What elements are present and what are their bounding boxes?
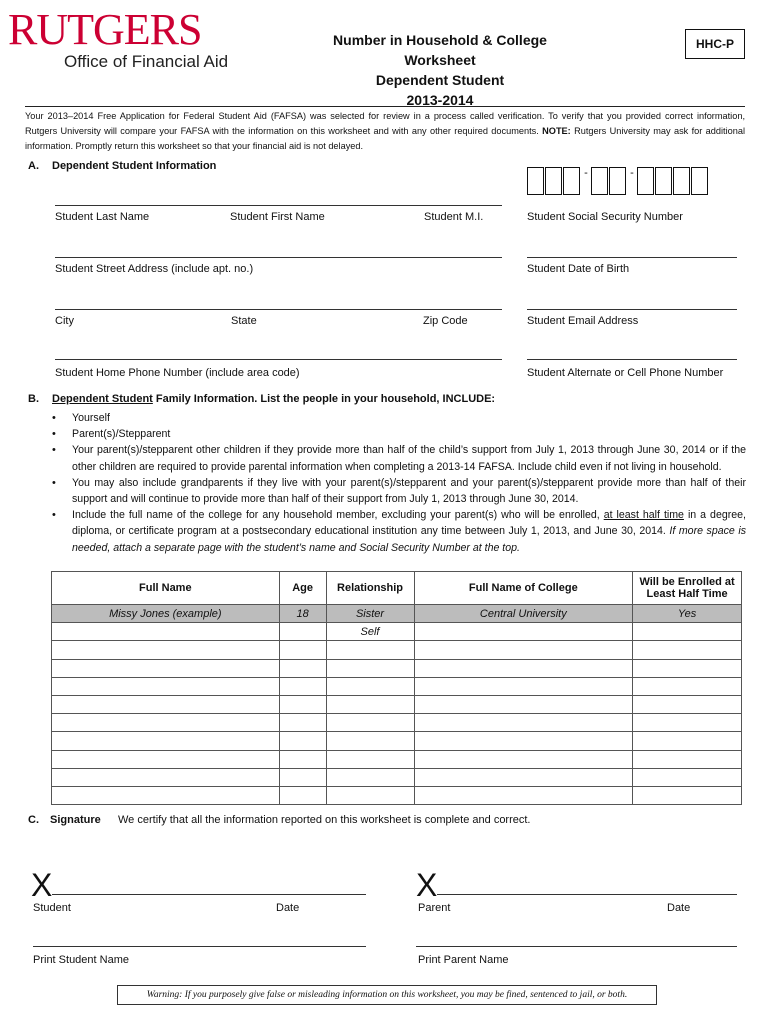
self-relationship-cell: Self xyxy=(326,623,414,641)
relationship-cell[interactable] xyxy=(326,695,414,713)
name-cell[interactable] xyxy=(52,768,280,786)
bullet5-text-a: Include the full name of the college for any household member, excluding your parent(s) who will be enrolled, xyxy=(72,509,604,522)
enrolled-cell[interactable] xyxy=(633,623,742,641)
first-name-label: Student First Name xyxy=(230,211,325,223)
city-label: City xyxy=(55,315,74,327)
list-item xyxy=(52,507,746,556)
title-line-3: 2013-2014 xyxy=(406,92,474,108)
enrolled-cell[interactable] xyxy=(633,732,742,750)
print-student-name-line[interactable] xyxy=(33,946,366,947)
household-table xyxy=(51,571,742,805)
household-include-list xyxy=(52,410,746,556)
relationship-cell[interactable] xyxy=(326,732,414,750)
college-cell[interactable] xyxy=(414,623,633,641)
example-college: Central University xyxy=(414,605,633,623)
example-age: 18 xyxy=(279,605,326,623)
section-b-heading xyxy=(52,393,495,405)
college-cell[interactable] xyxy=(414,714,633,732)
section-c-letter: C. xyxy=(28,814,39,826)
student-label: Student xyxy=(33,902,71,914)
section-b-heading-underlined: Dependent Student xyxy=(52,393,153,405)
bullet5-note: If more space is needed, attach a separate page with the student’s name and Social Security Number at the top. xyxy=(72,525,747,554)
logo-subtitle: Office of Financial Aid xyxy=(64,52,229,71)
bullet5-half-time: at least half time xyxy=(603,509,684,522)
section-b-heading-rest: Family Information. List the people in your household, INCLUDE: xyxy=(152,393,496,405)
example-relationship: Sister xyxy=(326,605,414,623)
enrolled-cell[interactable] xyxy=(633,641,742,659)
college-cell[interactable] xyxy=(414,786,633,804)
list-item: • Your parent(s)/stepparent other children if they provide more than half of the child’s support from July 1, 2013 through June 30, 2014 or if the other children are required to provide parental information when completing a 2013-14 FAFSA. Include child even if not living in household. xyxy=(52,442,746,474)
age-cell[interactable] xyxy=(279,732,326,750)
table-row[interactable] xyxy=(52,750,742,768)
zip-label: Zip Code xyxy=(423,315,468,327)
title-line-1: Number in Household & College Worksheet xyxy=(333,32,547,68)
ssn-box[interactable] xyxy=(609,167,626,195)
enrolled-cell[interactable] xyxy=(633,768,742,786)
email-input-line[interactable] xyxy=(527,309,737,310)
certify-statement: We certify that all the information reported on this worksheet is complete and correct. xyxy=(118,814,531,826)
ssn-entry-boxes[interactable] xyxy=(527,167,709,198)
list-item: • Parent(s)/Stepparent xyxy=(52,426,746,442)
student-signature-line[interactable] xyxy=(52,894,366,895)
ssn-box[interactable] xyxy=(691,167,708,195)
name-cell[interactable] xyxy=(52,677,280,695)
name-cell[interactable] xyxy=(52,623,280,641)
middle-initial-label: Student M.I. xyxy=(424,211,484,223)
ssn-label: Student Social Security Number xyxy=(527,211,683,223)
name-input-line[interactable] xyxy=(55,205,502,206)
street-input-line[interactable] xyxy=(55,257,502,258)
example-row xyxy=(52,605,742,623)
print-parent-name-label: Print Parent Name xyxy=(418,954,509,966)
name-cell[interactable] xyxy=(52,750,280,768)
print-student-name-label: Print Student Name xyxy=(33,954,129,966)
age-cell[interactable] xyxy=(279,623,326,641)
enrolled-cell[interactable] xyxy=(633,677,742,695)
college-cell[interactable] xyxy=(414,732,633,750)
home-phone-label: Student Home Phone Number (include area code) xyxy=(55,367,300,379)
name-cell[interactable] xyxy=(52,695,280,713)
age-cell[interactable] xyxy=(279,695,326,713)
col-full-name: Full Name xyxy=(52,572,280,605)
section-a-letter: A. xyxy=(28,160,39,172)
college-cell[interactable] xyxy=(414,659,633,677)
enrolled-cell[interactable] xyxy=(633,695,742,713)
age-cell[interactable] xyxy=(279,750,326,768)
age-cell[interactable] xyxy=(279,641,326,659)
bullet5-text-b: in a degree, diploma, or certificate program at a postsecondary educational institution any time between July 1, 2013, and June 30, 2014. xyxy=(72,509,746,538)
section-b-letter: B. xyxy=(28,393,39,405)
col-age: Age xyxy=(279,572,326,605)
college-cell[interactable] xyxy=(414,695,633,713)
home-phone-input-line[interactable] xyxy=(55,359,502,360)
name-cell[interactable] xyxy=(52,732,280,750)
ssn-box[interactable] xyxy=(563,167,580,195)
col-relationship: Relationship xyxy=(326,572,414,605)
table-row[interactable] xyxy=(52,786,742,804)
parent-label: Parent xyxy=(418,902,451,914)
legal-warning: Warning: If you purposely give false or misleading information on this worksheet, you may be fined, sentenced to jail, or both. xyxy=(117,985,657,1005)
name-cell[interactable] xyxy=(52,641,280,659)
age-cell[interactable] xyxy=(279,768,326,786)
table-row[interactable] xyxy=(52,623,742,641)
title-line-2: Dependent Student xyxy=(375,72,505,88)
intro-text: Your 2013–2014 Free Application for Federal Student Aid (FAFSA) was selected for review in a process called verification. To verify that you provided correct information, Rutgers University will compare your FAFSA with the information on this worksheet and with any other required documents. xyxy=(25,111,745,136)
enrolled-cell[interactable] xyxy=(633,714,742,732)
name-cell[interactable] xyxy=(52,714,280,732)
table-row[interactable] xyxy=(52,768,742,786)
enrolled-cell[interactable] xyxy=(633,750,742,768)
ssn-box[interactable] xyxy=(591,167,608,195)
table-row[interactable] xyxy=(52,714,742,732)
example-enrolled: Yes xyxy=(633,605,742,623)
ssn-box[interactable] xyxy=(637,167,654,195)
age-cell[interactable] xyxy=(279,659,326,677)
logo-wordmark: RUTGERS xyxy=(8,5,202,54)
table-row[interactable] xyxy=(52,641,742,659)
intro-note-label: NOTE: xyxy=(542,126,571,136)
relationship-cell[interactable] xyxy=(326,786,414,804)
student-date-label: Date xyxy=(276,902,300,914)
ssn-box[interactable] xyxy=(673,167,690,195)
parent-signature-line[interactable] xyxy=(437,894,737,895)
college-cell[interactable] xyxy=(414,677,633,695)
ssn-box[interactable] xyxy=(527,167,544,195)
list-item: • You may also include grandparents if they live with your parent(s)/stepparent and your parent(s)/stepparent provide more than half of their support and will continue to provide more than half of their support from July 1, 2013 through June 30, 2014. xyxy=(52,475,746,507)
name-cell[interactable] xyxy=(52,659,280,677)
intro-paragraph xyxy=(25,109,745,154)
relationship-cell[interactable] xyxy=(326,659,414,677)
table-row[interactable] xyxy=(52,659,742,677)
col-college: Full Name of College xyxy=(414,572,633,605)
relationship-cell[interactable] xyxy=(326,714,414,732)
rutgers-logo xyxy=(8,6,238,72)
state-label: State xyxy=(231,315,257,327)
ssn-box[interactable] xyxy=(655,167,672,195)
header-divider xyxy=(25,106,745,107)
street-label: Student Street Address (include apt. no.) xyxy=(55,263,254,275)
age-cell[interactable] xyxy=(279,714,326,732)
form-code-badge: HHC-P xyxy=(685,29,745,59)
print-parent-name-line[interactable] xyxy=(416,946,737,947)
city-state-zip-input-line[interactable] xyxy=(55,309,502,310)
email-label: Student Email Address xyxy=(527,315,639,327)
enrolled-cell[interactable] xyxy=(633,786,742,804)
student-sign-mark: X xyxy=(31,867,53,903)
parent-date-label: Date xyxy=(667,902,691,914)
ssn-box[interactable] xyxy=(545,167,562,195)
table-row[interactable] xyxy=(52,695,742,713)
form-title xyxy=(300,30,580,110)
table-row[interactable] xyxy=(52,677,742,695)
alt-phone-label: Student Alternate or Cell Phone Number xyxy=(527,367,724,379)
ssn-dash: - xyxy=(584,167,588,179)
col-enrolled: Will be Enrolled at Least Half Time xyxy=(633,572,742,605)
list-item: • Yourself xyxy=(52,410,746,426)
last-name-label: Student Last Name xyxy=(55,211,150,223)
alt-phone-input-line[interactable] xyxy=(527,359,737,360)
section-a-heading: Dependent Student Information xyxy=(52,160,217,172)
relationship-cell[interactable] xyxy=(326,750,414,768)
table-header-row xyxy=(52,572,742,605)
college-cell[interactable] xyxy=(414,768,633,786)
dob-label: Student Date of Birth xyxy=(527,263,630,275)
age-cell[interactable] xyxy=(279,786,326,804)
dob-input-line[interactable] xyxy=(527,257,737,258)
intro-note-text: Rutgers University may ask for additional information. Promptly return this worksheet so that your financial aid is not delayed. xyxy=(25,126,745,151)
table-row[interactable] xyxy=(52,732,742,750)
relationship-cell[interactable] xyxy=(326,641,414,659)
college-cell[interactable] xyxy=(414,641,633,659)
section-c-heading: Signature xyxy=(50,814,101,826)
relationship-cell[interactable] xyxy=(326,677,414,695)
relationship-cell[interactable] xyxy=(326,768,414,786)
parent-sign-mark: X xyxy=(416,867,438,903)
enrolled-cell[interactable] xyxy=(633,659,742,677)
age-cell[interactable] xyxy=(279,677,326,695)
ssn-dash: - xyxy=(630,167,634,179)
name-cell[interactable] xyxy=(52,786,280,804)
example-name: Missy Jones (example) xyxy=(52,605,280,623)
college-cell[interactable] xyxy=(414,750,633,768)
